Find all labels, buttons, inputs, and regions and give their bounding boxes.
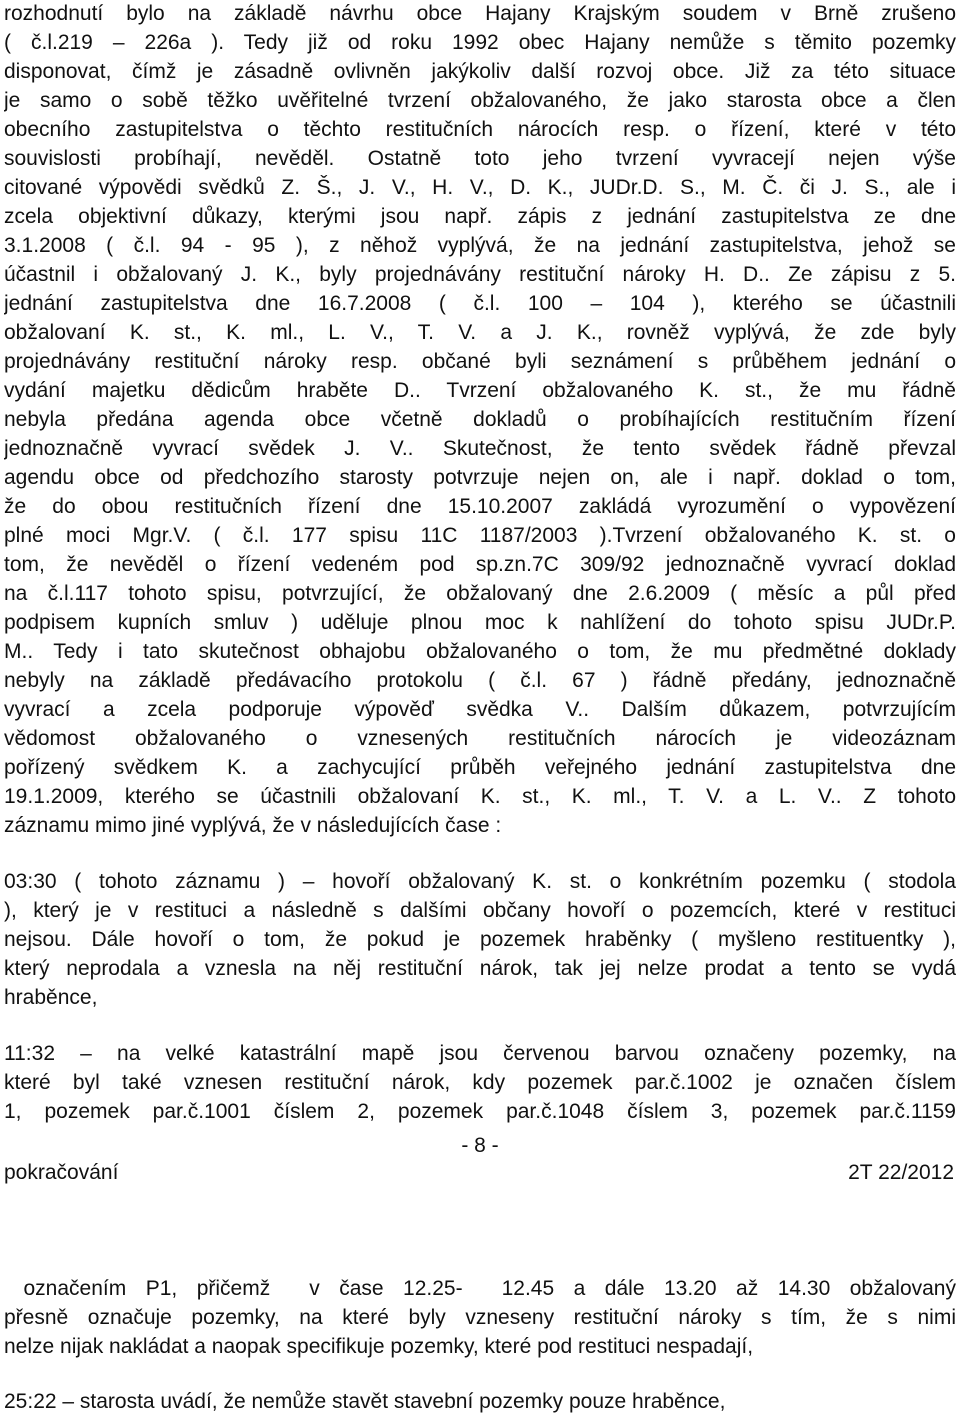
text-line: obžalovaní K. st., K. ml., L. V., T. V. a J. K., rovněž vyplývá, že zde byly xyxy=(4,321,956,344)
page-number: - 8 - xyxy=(461,1134,499,1157)
text-line: na č.l.117 tohoto spisu, potvrzující, že obžalovaný dne 2.6.2009 ( měsíc a půl před xyxy=(4,582,956,605)
text-line: nebyly na základě předávacího protokolu ( č.l. 67 ) řádně předány, jednoznačně xyxy=(4,669,956,692)
text-line: projednávány restituční nároky resp. občané byli seznámení s průběhem jednání o xyxy=(4,350,956,373)
text-line: který neprodala a vznesla na něj restituční nárok, tak jej nelze prodat a tento se vydá xyxy=(4,957,956,980)
text-line: nelze nijak nakládat a naopak specifikuje pozemky, které pod restituci nespadají, xyxy=(4,1335,754,1358)
text-line: ), který je v restituci a následně s dalšími občany hovoří o pozemcích, které v restituci xyxy=(4,899,956,922)
text-line: 11:32 – na velké katastrální mapě jsou červenou barvou označeny pozemky, na xyxy=(4,1042,956,1065)
text-line: jednoznačně vyvrací svědek J. V.. Skutečnost, že tento svědek řádně převzal xyxy=(4,437,956,460)
text-line: zcela objektivní důkazy, kterými jsou např. zápis z jednání zastupitelstva ze dne xyxy=(4,205,956,228)
text-line: 25:22 – starosta uvádí, že nemůže stavět stavební pozemky pouze hraběnce, xyxy=(4,1390,726,1413)
text-line: plné moci Mgr.V. ( č.l. 177 spisu 11C 1187/2003 ).Tvrzení obžalovaného K. st. o xyxy=(4,524,956,547)
text-line: 19.1.2009, kterého se účastnili obžalovaní K. st., K. ml., T. V. a L. V.. Z tohoto xyxy=(4,785,956,808)
text-line: nejsou. Dále hovoří o tom, že pokud je pozemek hraběnky ( myšleno restituentky ), xyxy=(4,928,956,951)
case-number: 2T 22/2012 xyxy=(848,1161,954,1184)
text-line: jednání zastupitelstva dne 16.7.2008 ( č.l. 100 – 104 ), kterého se účastnili xyxy=(4,292,956,315)
text-line: citované výpovědi svědků Z. Š., J. V., H. V., D. K., JUDr.D. S., M. Č. či J. S., ale i xyxy=(4,176,956,199)
text-line: je samo o sobě těžko uvěřitelné tvrzení obžalovaného, že jako starosta obce a člen xyxy=(4,89,956,112)
text-line: 03:30 ( tohoto záznamu ) – hovoří obžalovaný K. st. o konkrétním pozemku ( stodola xyxy=(4,870,956,893)
text-line: rozhodnutí bylo na základě návrhu obce Hajany Krajským soudem v Brně zrušeno xyxy=(4,2,956,25)
text-line: které byl také vznesen restituční nárok, kdy pozemek par.č.1002 je označen číslem xyxy=(4,1071,956,1094)
text-line: přesně označuje pozemky, na které byly vzneseny restituční nároky s tím, že s nimi xyxy=(4,1306,956,1329)
text-line: hraběnce, xyxy=(4,986,98,1009)
text-line: ( č.l.219 – 226a ). Tedy již od roku 1992 obec Hajany nemůže s těmito pozemky xyxy=(4,31,956,54)
text-line: vydání majetku dědicům hraběte D.. Tvrzení obžalovaného K. st., že mu řádně xyxy=(4,379,956,402)
text-line: podpisem kupních smluv ) uděluje plnou moc k nahlížení do tohoto spisu JUDr.P. xyxy=(4,611,956,634)
text-line: tom, že nevěděl o řízení vedeném pod sp.zn.7C 309/92 jednoznačně vyvrací doklad xyxy=(4,553,956,576)
text-line: M.. Tedy i tato skutečnost obhajobu obžalovaného o tom, že mu předmětné doklady xyxy=(4,640,956,663)
text-line: že do obou restitučních řízení dne 15.10.2007 zakládá vyrozumění o vypovězení xyxy=(4,495,956,518)
text-line: 1, pozemek par.č.1001 číslem 2, pozemek par.č.1048 číslem 3, pozemek par.č.1159 xyxy=(4,1100,956,1123)
text-line: účastnil i obžalovaný J. K., byly projednávány restituční nároky H. D.. Ze zápisu z 5. xyxy=(4,263,956,286)
continuation-label: pokračování xyxy=(4,1161,119,1184)
text-line: označením P1, přičemž v čase 12.25- 12.45 a dále 13.20 až 14.30 obžalovaný xyxy=(4,1277,956,1300)
text-line: záznamu mimo jiné vyplývá, že v následujících čase : xyxy=(4,814,502,837)
text-line: agendu obce od předchozího starosty potvrzuje nejen on, ale i např. doklad o tom, xyxy=(4,466,956,489)
text-line: 3.1.2008 ( č.l. 94 - 95 ), z něhož vyplývá, že na jednání zastupitelstva, jehož se xyxy=(4,234,956,257)
text-line: disponovat, čímž je zásadně ovlivněn jakýkoliv další rozvoj obce. Již za této situace xyxy=(4,60,956,83)
text-line: obecního zastupitelstva o těchto restitučních nárocích resp. o řízení, které v této xyxy=(4,118,956,141)
text-line: vyvrací a zcela podporuje výpověď svědka V.. Dalším důkazem, potvrzujícím xyxy=(4,698,956,721)
text-line: vědomost obžalovaného o vznesených restitučních nárocích je videozáznam xyxy=(4,727,956,750)
text-line: nebyla předána agenda obce včetně dokladů o probíhajících restitučním řízení xyxy=(4,408,956,431)
text-line: souvislosti probíhají, nevěděl. Ostatně toto jeho tvrzení vyvracejí nejen výše xyxy=(4,147,956,170)
text-line: pořízený svědkem K. a zachycující průběh veřejného jednání zastupitelstva dne xyxy=(4,756,956,779)
